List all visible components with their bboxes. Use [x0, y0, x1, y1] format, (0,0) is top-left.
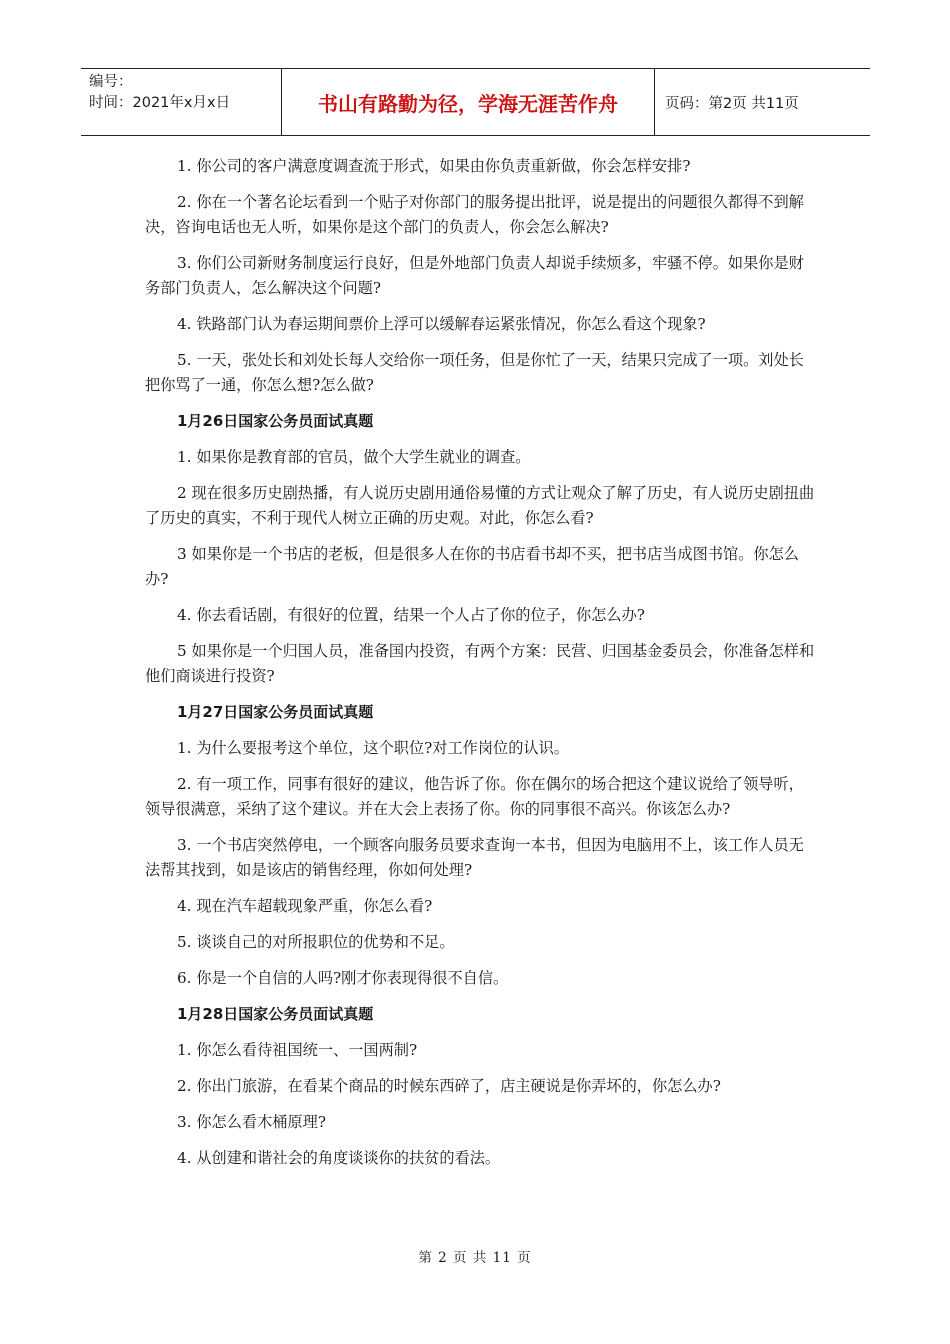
question-paragraph: 4. 现在汽车超载现象严重，你怎么看? [177, 897, 433, 915]
document-body [145, 154, 815, 1182]
question-paragraph: 1. 如果你是教育部的官员，做个大学生就业的调查。 [177, 448, 531, 466]
time-label: 时间：2021年x月x日 [89, 95, 231, 111]
question-paragraph: 3. 你们公司新财务制度运行良好，但是外地部门负责人却说手续烦多，牢骚不停。如果你是财务部门负责人，怎么解决这个问题? [145, 254, 804, 297]
question-paragraph: 3. 你怎么看木桶原理? [177, 1113, 326, 1131]
section-heading: 1月27日国家公务员面试真题 [177, 703, 374, 721]
header-page-label: 页码：第2页 共11页 [665, 95, 799, 112]
page-header [81, 68, 870, 136]
question-paragraph: 2. 你出门旅游，在看某个商品的时候东西碎了，店主硬说是你弄坏的，你怎么办? [177, 1077, 721, 1095]
header-motto: 书山有路勤为径，学海无涯苦作舟 [282, 69, 655, 135]
question-paragraph: 1. 为什么要报考这个单位，这个职位?对工作岗位的认识。 [177, 739, 569, 757]
question-paragraph: 6. 你是一个自信的人吗?刚才你表现得很不自信。 [177, 969, 509, 987]
question-paragraph: 5. 一天，张处长和刘处长每人交给你一项任务，但是你忙了一天，结果只完成了一项。刘处长把你骂了一通，你怎么想?怎么做? [145, 351, 804, 394]
question-paragraph: 3. 一个书店突然停电，一个顾客向服务员要求查询一本书，但因为电脑用不上，该工作人员无法帮其找到，如是该店的销售经理，你如何处理? [145, 836, 804, 879]
header-meta [81, 69, 282, 135]
section-heading: 1月26日国家公务员面试真题 [177, 412, 374, 430]
question-paragraph: 1. 你公司的客户满意度调查流于形式，如果由你负责重新做，你会怎样安排? [177, 157, 691, 175]
question-paragraph: 4. 你去看话剧，有很好的位置，结果一个人占了你的位子，你怎么办? [177, 606, 645, 624]
question-paragraph: 5 如果你是一个归国人员，准备国内投资，有两个方案：民营、归国基金委员会，你准备怎样和他们商谈进行投资? [145, 642, 815, 685]
section-heading: 1月28日国家公务员面试真题 [177, 1005, 374, 1023]
question-paragraph: 3 如果你是一个书店的老板，但是很多人在你的书店看书却不买，把书店当成图书馆。你怎么办? [145, 545, 799, 588]
page-footer: 第 2 页 共 11 页 [418, 1250, 532, 1266]
question-paragraph: 2. 有一项工作，同事有很好的建议，他告诉了你。你在偶尔的场合把这个建议说给了领导听，领导很满意，采纳了这个建议。并在大会上表扬了你。你的同事很不高兴。你该怎么办? [145, 775, 804, 818]
question-paragraph: 2 现在很多历史剧热播，有人说历史剧用通俗易懂的方式让观众了解了历史，有人说历史剧扭曲了历史的真实，不利于现代人树立正确的历史观。对此，你怎么看? [145, 484, 815, 527]
question-paragraph: 5. 谈谈自己的对所报职位的优势和不足。 [177, 933, 455, 951]
question-paragraph: 1. 你怎么看待祖国统一、一国两制? [177, 1041, 418, 1059]
question-paragraph: 4. 从创建和谐社会的角度谈谈你的扶贫的看法。 [177, 1149, 501, 1167]
question-paragraph: 2. 你在一个著名论坛看到一个贴子对你部门的服务提出批评，说是提出的问题很久都得不到解决，咨询电话也无人听，如果你是这个部门的负责人，你会怎么解决? [145, 193, 804, 236]
question-paragraph: 4. 铁路部门认为春运期间票价上浮可以缓解春运紧张情况，你怎么看这个现象? [177, 315, 706, 333]
code-label: 编号： [89, 74, 133, 90]
